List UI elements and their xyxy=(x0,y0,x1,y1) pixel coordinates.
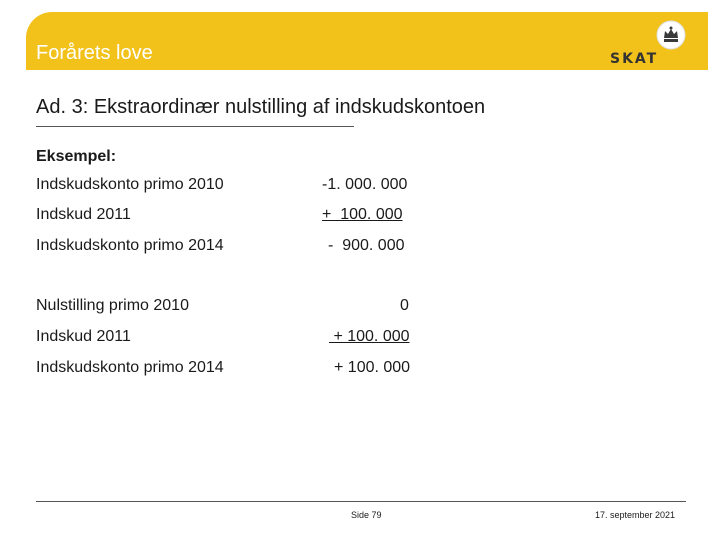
footer-divider xyxy=(36,501,686,502)
row-value: 0 xyxy=(400,297,409,314)
header-banner xyxy=(26,12,708,70)
row-label: Indskudskonto primo 2010 xyxy=(36,176,224,193)
row-value: -1. 000. 000 xyxy=(322,176,408,193)
title-underline xyxy=(36,126,354,127)
example-label: Eksempel: xyxy=(36,148,117,165)
skat-logo xyxy=(610,18,690,66)
page-title: Ad. 3: Ekstraordinær nulstilling af indskudskontoen xyxy=(36,96,486,118)
row-value: + 100. 000 xyxy=(322,206,403,223)
banner-title: Forårets love xyxy=(36,42,153,64)
page-number: Side 79 xyxy=(351,510,382,520)
row-value: - 900. 000 xyxy=(328,237,405,254)
row-value: + 100. 000 xyxy=(329,328,410,345)
footer-date: 17. september 2021 xyxy=(595,510,676,520)
logo-text: SKAT xyxy=(610,51,659,67)
row-label: Indskudskonto primo 2014 xyxy=(36,237,224,254)
row-label: Indskud 2011 xyxy=(36,206,131,223)
row-label: Nulstilling primo 2010 xyxy=(36,297,189,314)
row-value: + 100. 000 xyxy=(334,359,411,376)
row-label: Indskud 2011 xyxy=(36,328,131,345)
row-label: Indskudskonto primo 2014 xyxy=(36,359,224,376)
crown-icon xyxy=(656,20,686,50)
